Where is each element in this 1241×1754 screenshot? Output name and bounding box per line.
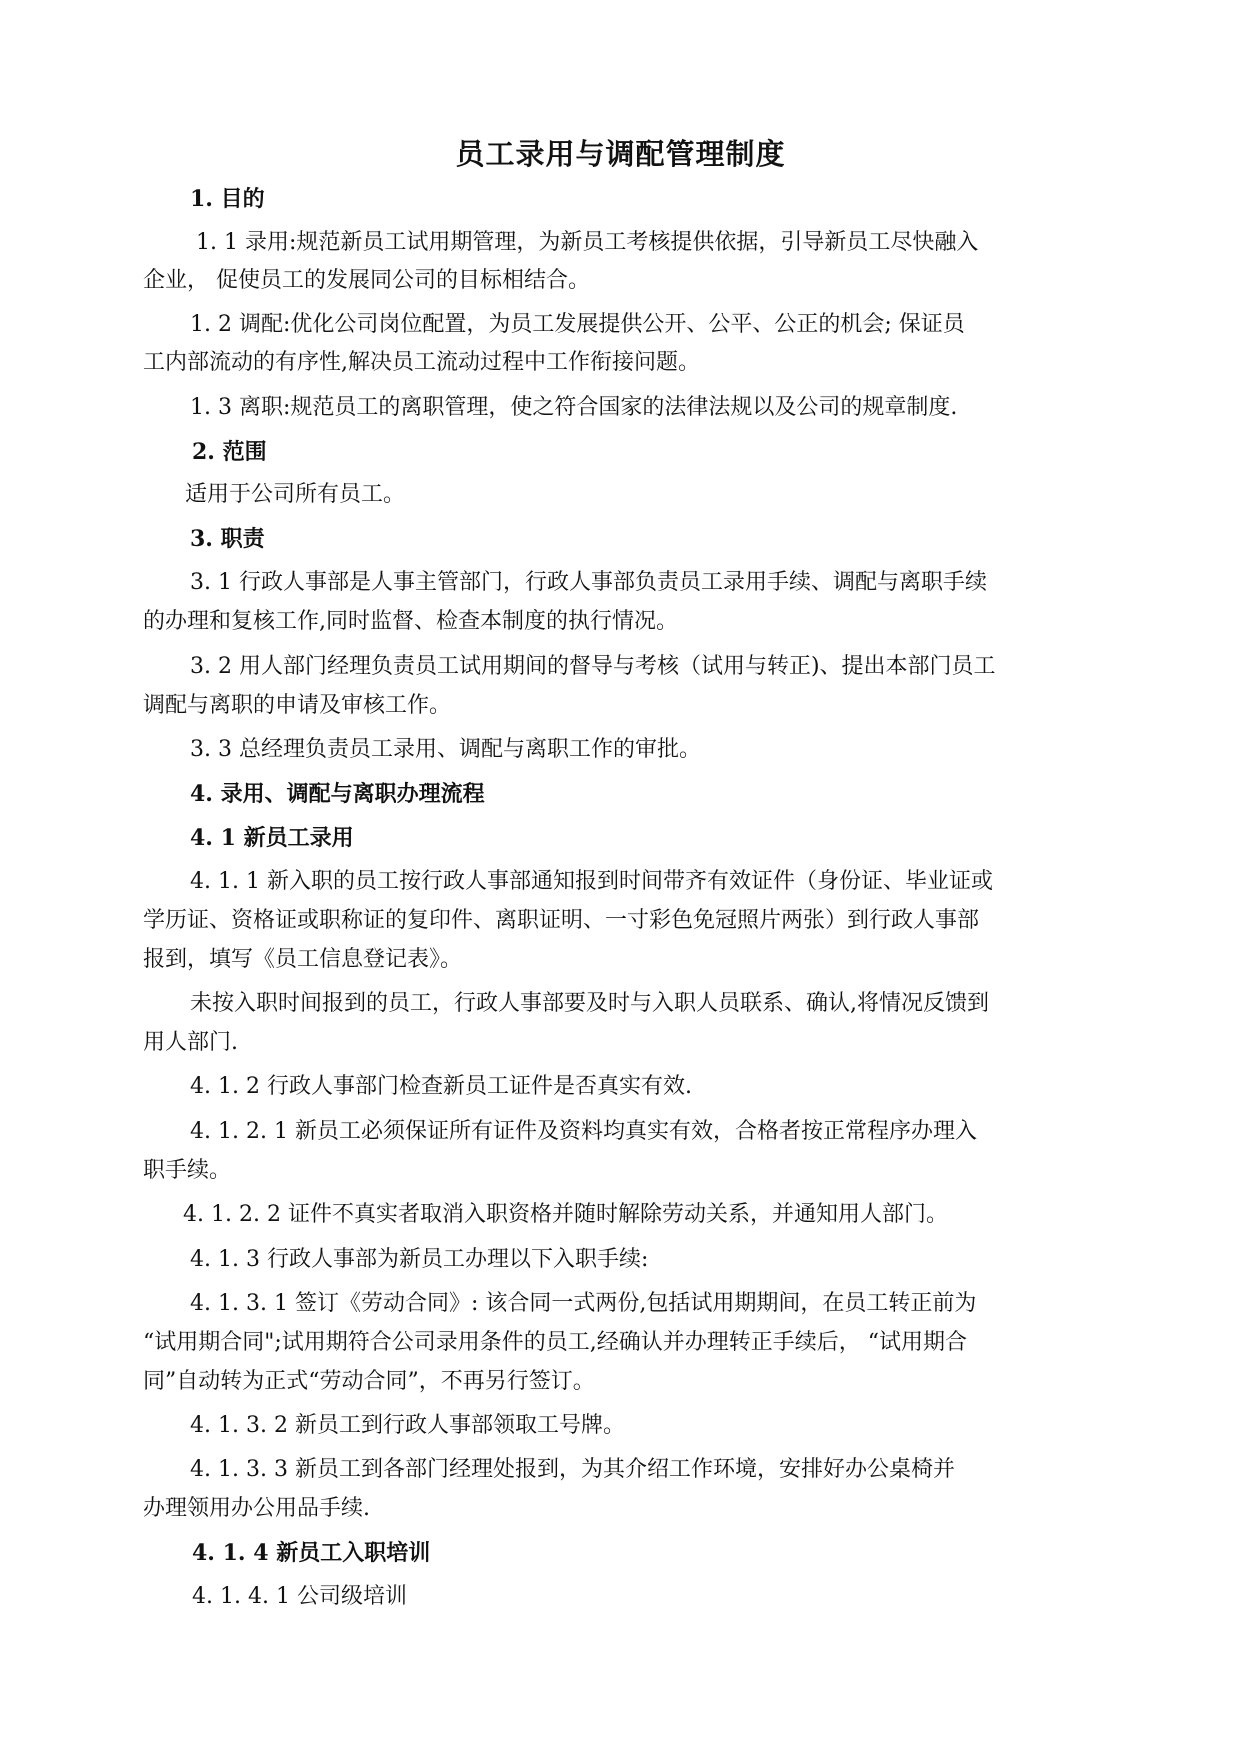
section-heading-scope: 2. 范围 [192, 439, 267, 465]
subsection-heading-new-hire: 4. 1 新员工录用 [190, 825, 354, 851]
paragraph-line: 报到，填写《员工信息登记表》。 [143, 947, 463, 972]
paragraph-line: 4. 1. 2. 2 证件不真实者取消入职资格并随时解除劳动关系，并通知用人部门。 [183, 1202, 948, 1227]
paragraph-line: 4. 1. 3. 2 新员工到行政人事部领取工号牌。 [190, 1413, 625, 1438]
paragraph-line: “试用期合同";试用期符合公司录用条件的员工,经确认并办理转正手续后， “试用期合 [143, 1330, 968, 1355]
paragraph-line: 4. 1. 2 行政人事部门检查新员工证件是否真实有效. [190, 1074, 692, 1099]
subsection-heading-training: 4. 1. 4 新员工入职培训 [192, 1540, 431, 1566]
paragraph-line: 调配与离职的申请及审核工作。 [143, 693, 452, 718]
paragraph-line: 1. 1 录用:规范新员工试用期管理，为新员工考核提供依据，引导新员工尽快融入 [196, 230, 979, 255]
section-heading-purpose: 1. 目的 [190, 186, 265, 212]
paragraph-line: 企业， 促使员工的发展同公司的目标相结合。 [143, 268, 590, 293]
paragraph-line: 的办理和复核工作,同时监督、检查本制度的执行情况。 [143, 609, 678, 634]
paragraph-line: 同”自动转为正式“劳动合同”，不再另行签订。 [143, 1369, 595, 1394]
paragraph-line: 适用于公司所有员工。 [185, 482, 406, 507]
paragraph-line: 学历证、资格证或职称证的复印件、离职证明、一寸彩色免冠照片两张）到行政人事部 [143, 908, 980, 933]
document-title: 员工录用与调配管理制度 [455, 137, 786, 171]
paragraph-line: 4. 1. 3 行政人事部为新员工办理以下入职手续: [190, 1247, 649, 1272]
paragraph-line: 用人部门. [143, 1030, 238, 1055]
section-heading-process: 4. 录用、调配与离职办理流程 [190, 781, 485, 807]
paragraph-line: 4. 1. 3. 3 新员工到各部门经理处报到，为其介绍工作环境，安排好办公桌椅并 [190, 1457, 955, 1482]
paragraph-line: 工内部流动的有序性,解决员工流动过程中工作衔接问题。 [143, 350, 700, 375]
paragraph-line: 职手续。 [143, 1158, 232, 1183]
paragraph-line: 4. 1. 4. 1 公司级培训 [192, 1584, 407, 1609]
paragraph-line: 3. 2 用人部门经理负责员工试用期间的督导与考核（试用与转正)、提出本部门员工 [190, 654, 996, 679]
paragraph-line: 4. 1. 2. 1 新员工必须保证所有证件及资料均真实有效，合格者按正常程序办理入 [190, 1119, 977, 1144]
paragraph-line: 1. 3 离职:规范员工的离职管理，使之符合国家的法律法规以及公司的规章制度. [190, 395, 958, 420]
paragraph-line: 3. 1 行政人事部是人事主管部门，行政人事部负责员工录用手续、调配与离职手续 [190, 570, 987, 595]
paragraph-line: 1. 2 调配:优化公司岗位配置，为员工发展提供公开、公平、公正的机会; 保证员 [190, 312, 965, 337]
paragraph-line: 3. 3 总经理负责员工录用、调配与离职工作的审批。 [190, 737, 701, 762]
paragraph-line: 未按入职时间报到的员工，行政人事部要及时与入职人员联系、确认,将情况反馈到 [190, 991, 989, 1016]
section-heading-duties: 3. 职责 [190, 526, 265, 552]
paragraph-line: 4. 1. 3. 1 签订《劳动合同》: 该合同一式两份,包括试用期期间，在员工转正前为 [190, 1291, 977, 1316]
paragraph-line: 4. 1. 1 新入职的员工按行政人事部通知报到时间带齐有效证件（身份证、毕业证或 [190, 869, 993, 894]
paragraph-line: 办理领用办公用品手续. [143, 1496, 370, 1521]
